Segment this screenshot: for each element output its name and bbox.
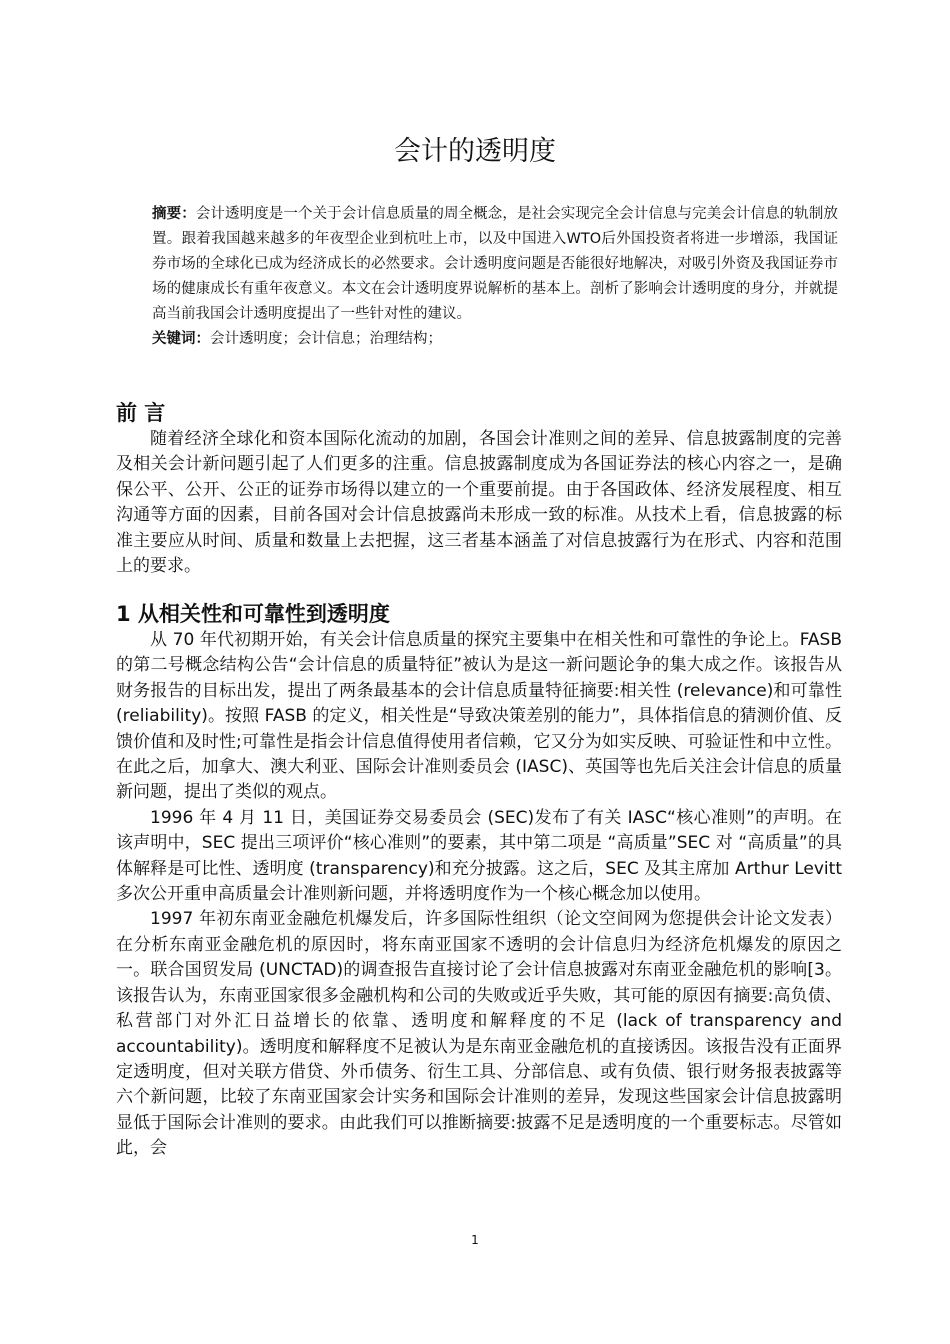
body-paragraph: 随着经济全球化和资本国际化流动的加剧，各国会计准则之间的差异、信息披露制度的完善及相关会计新问题引起了人们更多的注重。信息披露制度成为各国证券法的核心内容之一，是确保公平、公开、公正的证券市场得以建立的一个重要前提。由于各国政体、经济发展程度、相互沟通等方面的因素，目前各国对会计信息披露尚未形成一致的标准。从技术上看，信息披露的标准主要应从时间、质量和数量上去把握，这三者基本涵盖了对信息披露行为在形式、内容和范围上的要求。 [116, 429, 842, 577]
section-relevance-reliability [116, 600, 842, 1162]
body-paragraph: 1997 年初东南亚金融危机爆发后，许多国际性组织（论文空间网为您提供会计论文发表）在分析东南亚金融危机的原因时，将东南亚国家不透明的会计信息归为经济危机爆发的原因之一。联合国贸发局 (UNCTAD)的调查报告直接讨论了会计信息披露对东南亚金融危机的影响[3。该报告认为，东南亚国家很多金融机构和公司的失败或近乎失败，其可能的原因有摘要:高负债、私营部门对外汇日益增长的依靠、透明度和解释度的不足 (lack of transparency and accountability)。透明度和解释度不足被认为是东南亚金融危机的直接诱因。该报告没有正面界定透明度，但对关联方借贷、外币债务、衍生工具、分部信息、或有负债、银行财务报表披露等六个新问题，比较了东南亚国家会计实务和国际会计准则的差异，发现这些国家会计信息披露明显低于国际会计准则的要求。由此我们可以推断摘要:披露不足是透明度的一个重要标志。尽管如此，会 [116, 909, 842, 1159]
section-heading: 1 从相关性和可靠性到透明度 [116, 602, 390, 626]
body-paragraph: 从 70 年代初期开始，有关会计信息质量的探究主要集中在相关性和可靠性的争论上。FASB 的第二号概念结构公告“会计信息的质量特征”被认为是这一新问题论争的集大成之作。该报告从财务报告的目标出发，提出了两条最基本的会计信息质量特征摘要:相关性 (relevance)和可靠性 (reliability)。按照 FASB 的定义，相关性是“导致决策差别的能力”，具体指信息的猜测价值、反馈价值和及时性;可靠性是指会计信息值得使用者信赖，它又分为如实反映、可验证性和中立性。在此之后，加拿大、澳大利亚、国际会计准则委员会 (IASC)、英国等也先后关注会计信息的质量新问题，提出了类似的观点。 [116, 630, 842, 803]
section-heading: 前 言 [116, 401, 166, 425]
abstract-label: 摘要： [152, 206, 196, 222]
abstract-block [152, 202, 838, 352]
page-number: 1 [471, 1233, 479, 1247]
keywords-text: 会计透明度；会计信息；治理结构； [210, 331, 442, 347]
keywords-paragraph [152, 327, 838, 352]
body-paragraph: 1996 年 4 月 11 日，美国证券交易委员会 (SEC)发布了有关 IASC“核心准则”的声明。在该声明中，SEC 提出三项评价“核心准则”的要素，其中第二项是 “高质量”SEC 对 “高质量”的具体解释是可比性、透明度 (transparency)和充分披露。这之后，SEC 及其主席加 Arthur Levitt 多次公开重申高质量会计准则新问题，并将透明度作为一个核心概念加以使用。 [116, 807, 842, 905]
section-preface [116, 399, 842, 579]
abstract-text: 会计透明度是一个关于会计信息质量的周全概念，是社会实现完全会计信息与完美会计信息的轨制放置。跟着我国越来越多的年夜型企业到杭吐上市，以及中国进入WTO后外国投资者将进一步增添，我国证券市场的全球化已成为经济成长的必然要求。会计透明度问题是否能很好地解决，对吸引外资及我国证券市场的健康成长有重年夜意义。本文在会计透明度界说解析的基本上。剖析了影响会计透明度的身分，并就提高当前我国会计透明度提出了一些针对性的建议。 [152, 206, 838, 322]
keywords-label: 关键词： [152, 331, 210, 347]
abstract-paragraph [152, 202, 838, 327]
page-title: 会计的透明度 [394, 136, 556, 167]
